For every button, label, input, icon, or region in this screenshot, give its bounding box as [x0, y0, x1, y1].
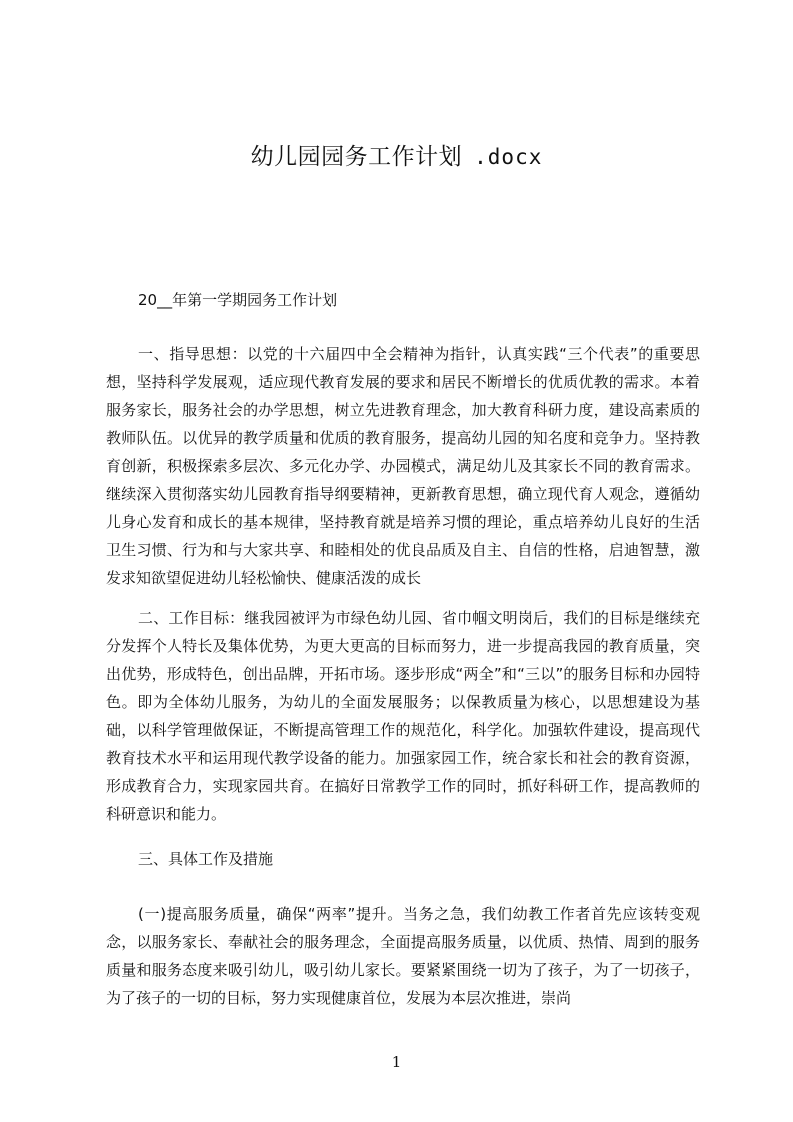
section-heading-measures: 三、具体工作及措施	[138, 850, 274, 868]
document-title-extension: .docx	[474, 145, 543, 169]
paragraph-guiding-ideology: 一、指导思想：以党的十六届四中全会精神为指针，认真实践“三个代表”的重要思想，坚持科学发展观，适应现代教育发展的要求和居民不断增长的优质优教的需求。本着服务家长，服务社会的办学思想，树立先进教育理念，加大教育科研力度，建设高素质的教师队伍。以优异的教学质量和优质的教育服务，提高幼儿园的知名度和竞争力。坚持教育创新，积极探索多层次、多元化办学、办园模式，满足幼儿及其家长不同的教育需求。继续深入贯彻落实幼儿园教育指导纲要精神，更新教育思想，确立现代育人观念，遵循幼儿身心发育和成长的基本规律，坚持教育就是培养习惯的理论，重点培养幼儿良好的生活卫生习惯、行为和与大家共享、和睦相处的优良品质及自主、自信的性格，启迪智慧，激发求知欲望促进幼儿轻松愉快、健康活泼的成长	[106, 345, 700, 587]
paragraph-service-quality: (一)提高服务质量，确保“两率”提升。当务之急，我们幼教工作者首先应该转变观念，以服务家长、奉献社会的服务理念，全面提高服务质量，以优质、热情、周到的服务质量和服务态度来吸引幼儿，吸引幼儿家长。要紧紧围绕一切为了孩子，为了一切孩子，为了孩子的一切的目标，努力实现健康首位，发展为本层次推进，崇尚	[106, 905, 700, 1007]
document-title	[0, 140, 793, 174]
paragraph-work-goals: 二、工作目标：继我园被评为市绿色幼儿园、省巾帼文明岗后，我们的目标是继续充分发挥个人特长及集体优势，为更大更高的目标而努力，进一步提高我园的教育质量，突出优势，形成特色，创出品牌，开拓市场。逐步形成“两全”和“三以”的服务目标和办园特色。即为全体幼儿服务，为幼儿的全面发展服务；以保教质量为核心，以思想建设为基础，以科学管理做保证，不断提高管理工作的规范化，科学化。加强软件建设，提高现代教育技术水平和运用现代教学设备的能力。加强家园工作，统合家长和社会的教育资源，形成教育合力，实现家园共育。在搞好日常教学工作的同时，抓好科研工作，提高教师的科研意识和能力。	[106, 609, 700, 823]
page-number: 1	[391, 1053, 402, 1071]
document-title-text: 幼儿园园务工作计划	[250, 144, 463, 170]
document-subtitle: 20__年第一学期园务工作计划	[138, 291, 338, 309]
